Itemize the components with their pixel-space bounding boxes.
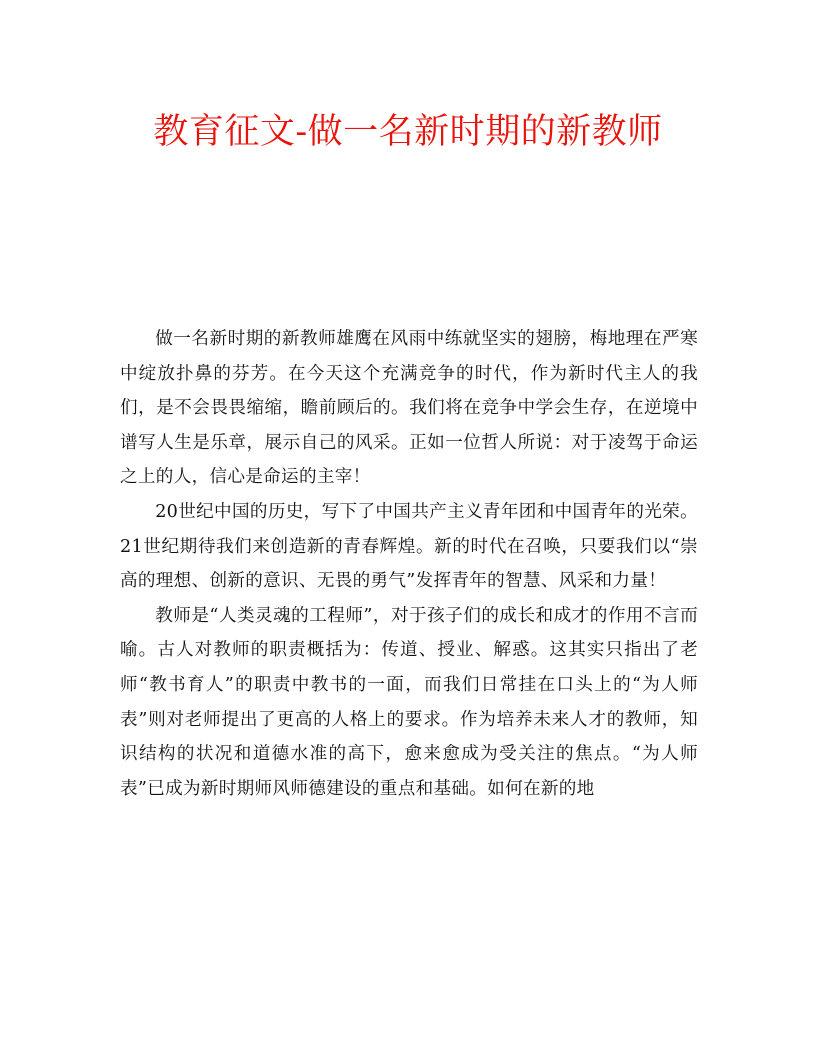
paragraph-3: 教师是“人类灵魂的工程师”，对于孩子们的成长和成才的作用不言而喻。古人对教师的职责概括为：传道、授业、解惑。这其实只指出了老师“教书育人”的职责中教书的一面，而我们日常挂在口头上的“为人师表”则对老师提出了更高的人格上的要求。作为培养未来人才的教师，知识结构的状况和道德水准的高下，愈来愈成为受关注的焦点。“为人师表”已成为新时期师风师德建设的重点和基础。如何在新的地	[120, 605, 698, 799]
document-body	[120, 322, 698, 806]
document-title: 教育征文-做一名新时期的新教师	[153, 112, 663, 152]
paragraph-2: 20世纪中国的历史，写下了中国共产主义青年团和中国青年的光荣。21世纪期待我们来创造新的青春辉煌。新的时代在召唤，只要我们以“崇高的理想、创新的意识、无畏的勇气”发挥青年的智慧、风采和力量！	[120, 501, 698, 592]
paragraph-1: 做一名新时期的新教师雄鹰在风雨中练就坚实的翅膀，梅地理在严寒中绽放扑鼻的芬芳。在今天这个充满竞争的时代，作为新时代主人的我们，是不会畏畏缩缩，瞻前顾后的。我们将在竞争中学会生存，在逆境中谱写人生是乐章，展示自己的风采。正如一位哲人所说：对于凌驾于命运之上的人，信心是命运的主宰！	[120, 329, 698, 488]
